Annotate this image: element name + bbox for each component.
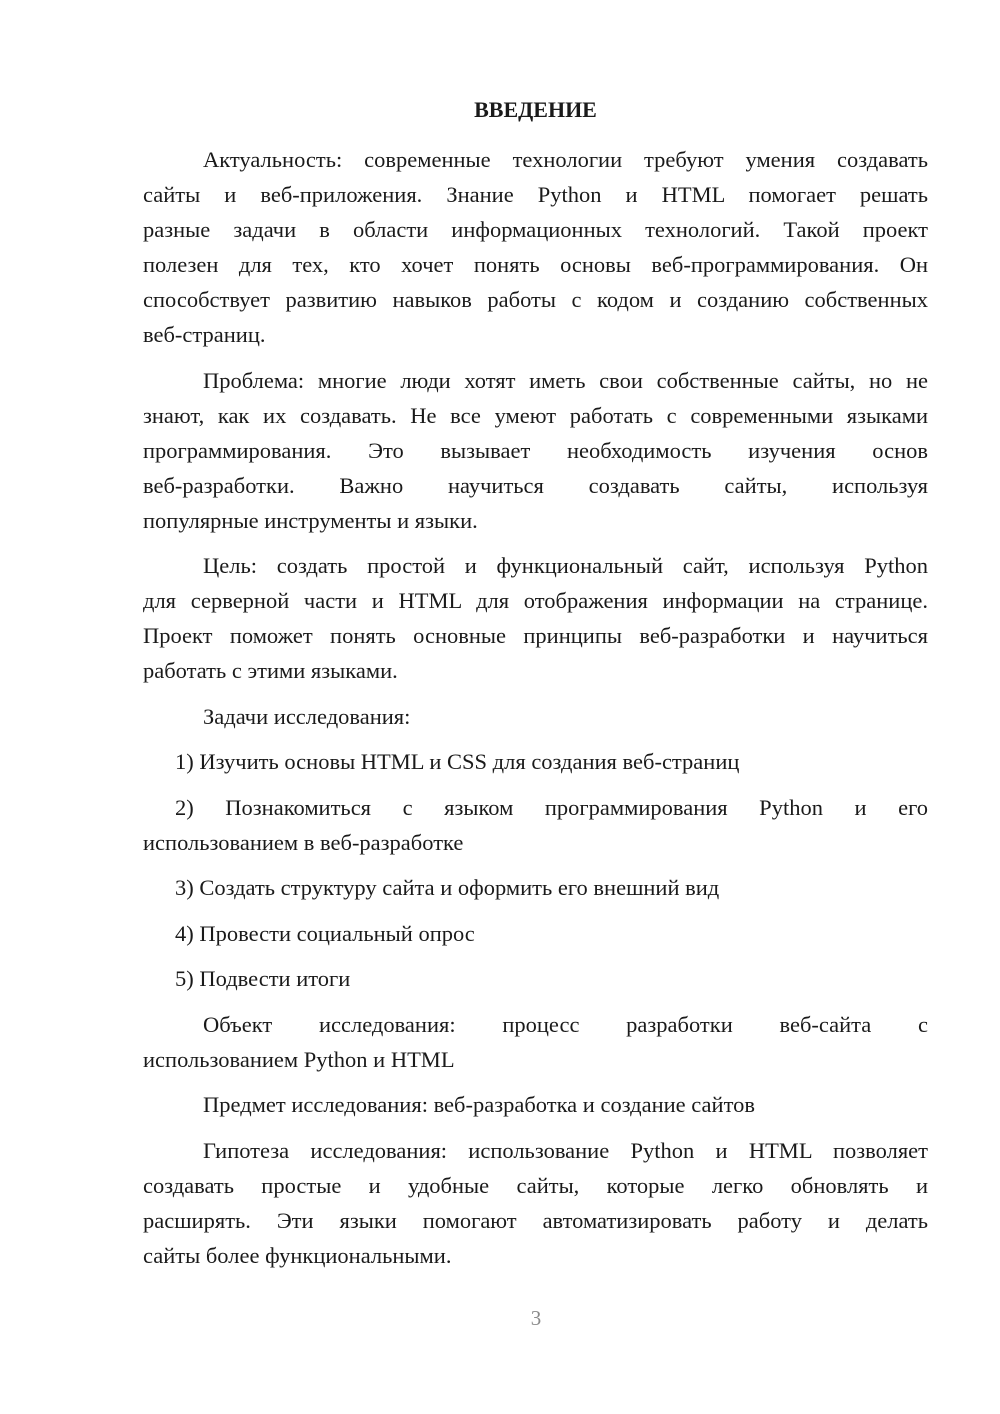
paragraph [143,699,928,734]
text-line: работать с этими языками. [143,658,398,683]
page-number: 3 [530,1306,542,1330]
text-line: для серверной части и HTML для отображения информации на странице. [143,588,928,613]
text-line: создавать простые и удобные сайты, которые легко обновлять и [143,1172,928,1198]
section-title: ВВЕДЕНИЕ [474,97,597,122]
text-line: Объект исследования: процесс разработки веб-сайта с [203,1011,928,1037]
text-line: 5) Подвести итоги [175,966,351,991]
text-line: разные задачи в области информационных технологий. Такой проект [143,217,928,242]
paragraph [143,1007,928,1077]
text-line: Проблема: многие люди хотят иметь свои собственные сайты, но не [203,367,928,393]
text-line: Цель: создать простой и функциональный сайт, используя Python [203,553,928,578]
text-line: Проект поможет понять основные принципы веб-разработки и научиться [143,623,928,648]
body-text [143,142,928,1273]
text-line: веб-страниц. [143,322,266,347]
text-line: Гипотеза исследования: использование Python и HTML позволяет [203,1137,928,1163]
paragraph [143,744,928,779]
paragraph [143,870,928,905]
text-line: полезен для тех, кто хочет понять основы веб-программирования. Он [143,252,928,277]
text-line: способствует развитию навыков работы с кодом и созданию собственных [143,287,928,312]
text-line: 1) Изучить основы HTML и CSS для создания веб-страниц [175,749,740,774]
document-page [143,92,928,1283]
text-line: Предмет исследования: веб-разработка и создание сайтов [203,1092,755,1117]
paragraph [143,548,928,688]
text-line: 3) Создать структуру сайта и оформить его внешний вид [175,875,720,900]
text-line: веб-разработки. Важно научиться создавать сайты, используя [143,472,928,498]
paragraph [143,916,928,951]
text-line: использованием в веб-разработке [143,829,464,855]
text-line: Актуальность: современные технологии требуют умения создавать [203,147,928,172]
text-line: популярные инструменты и языки. [143,507,478,533]
paragraph [143,961,928,996]
text-line: знают, как их создавать. Не все умеют работать с современными языками [143,402,928,428]
paragraph [143,790,928,860]
paragraph [143,1087,928,1122]
text-line: использованием Python и HTML [143,1046,455,1072]
text-line: расширять. Эти языки помогают автоматизировать работу и делать [143,1207,928,1233]
text-line: сайты и веб-приложения. Знание Python и HTML помогает решать [143,182,928,207]
paragraph [143,142,928,352]
text-line: сайты более функциональными. [143,1242,452,1268]
text-line: 2) Познакомиться с языком программирования Python и его [175,794,928,820]
text-line: программирования. Это вызывает необходимость изучения основ [143,437,928,463]
text-line: Задачи исследования: [203,703,411,729]
text-line: 4) Провести социальный опрос [175,920,475,946]
paragraph [143,1133,928,1273]
paragraph [143,363,928,538]
